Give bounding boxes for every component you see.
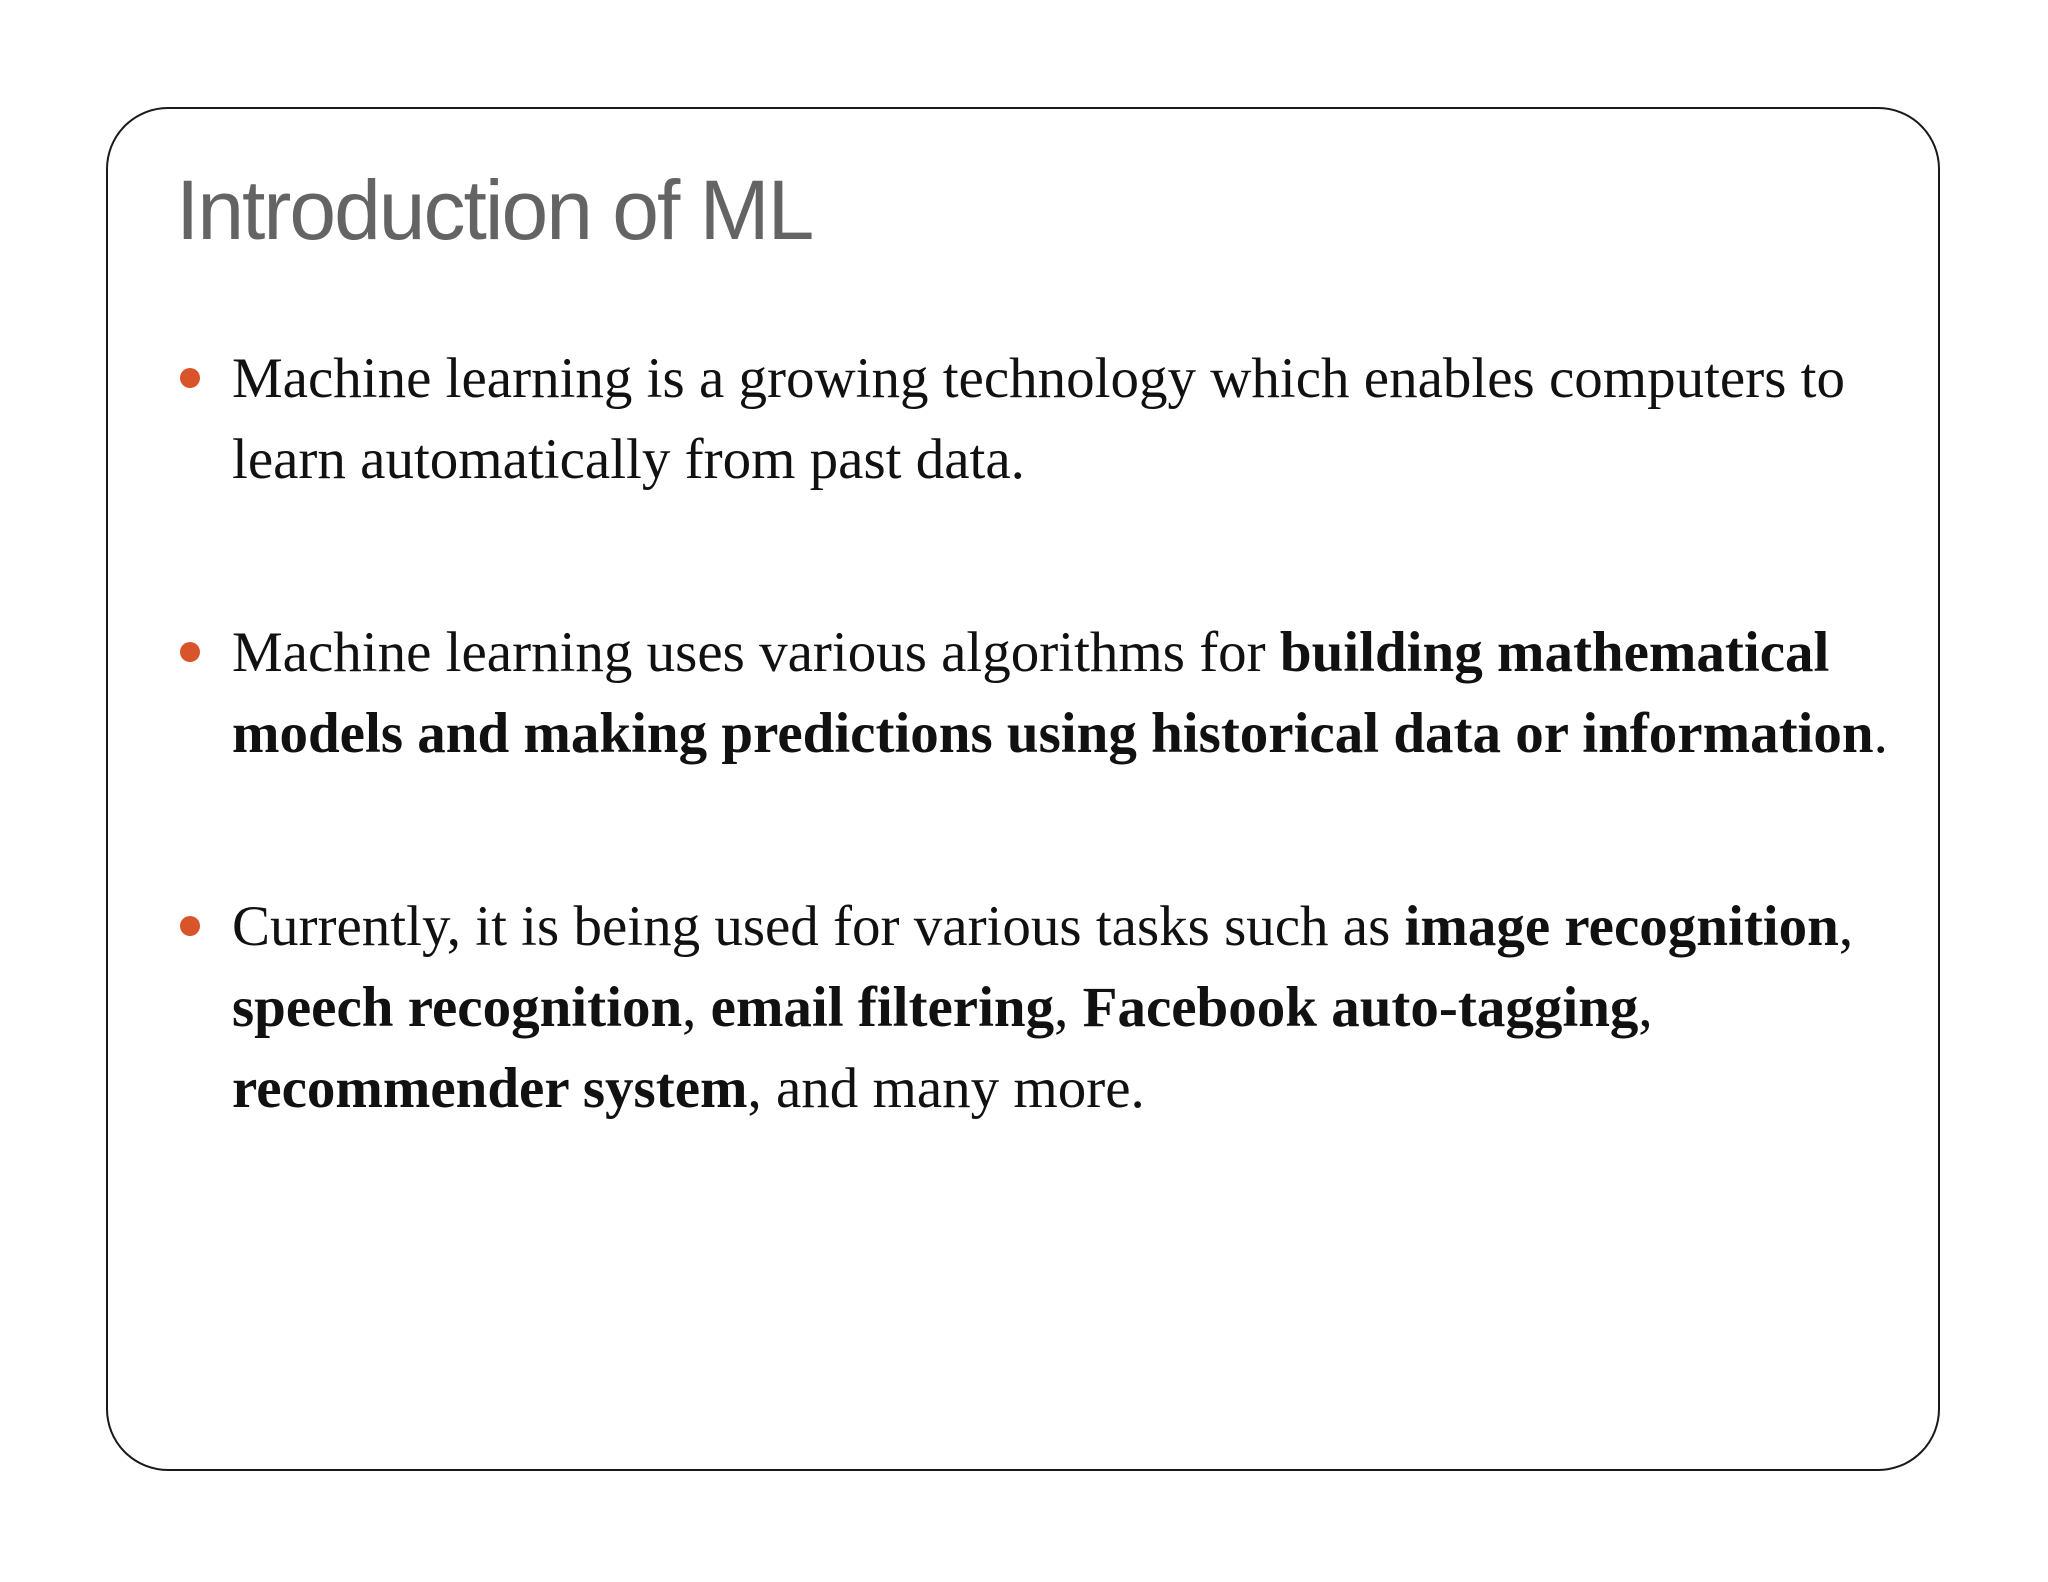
text-segment: , [682,976,711,1039]
text-segment: Machine learning is a growing technology which enables computers to learn automatically from past data. [232,347,1845,491]
bullet-text [232,347,1845,491]
bullet-dot-icon [180,642,200,662]
bold-text-segment: speech recognition [232,976,683,1039]
bullet-item [176,338,1896,500]
text-segment: , [1638,976,1653,1039]
bold-text-segment: building mathematical models and making predictions using historical data or information [232,621,1874,765]
bold-text-segment: recommender system [232,1057,748,1120]
text-segment: , and many more. [747,1057,1145,1120]
text-segment: Machine learning uses various algorithms for [232,621,1280,684]
bullet-item [176,612,1896,774]
bullet-list [176,338,1896,1241]
text-segment: Currently, it is being used for various tasks such as [232,895,1405,958]
text-segment: , [1838,895,1854,958]
bold-text-segment: email filtering [710,976,1055,1039]
slide-title: Introduction of ML [176,163,813,257]
bullet-item [176,886,1896,1129]
bullet-text [232,895,1853,1120]
text-segment: , [1054,976,1083,1039]
bullet-dot-icon [180,916,200,936]
bullet-dot-icon [180,368,200,388]
bold-text-segment: Facebook auto-tagging [1082,976,1639,1039]
bold-text-segment: image recognition [1404,895,1839,958]
text-segment: . [1873,702,1888,765]
bullet-text [232,621,1888,765]
